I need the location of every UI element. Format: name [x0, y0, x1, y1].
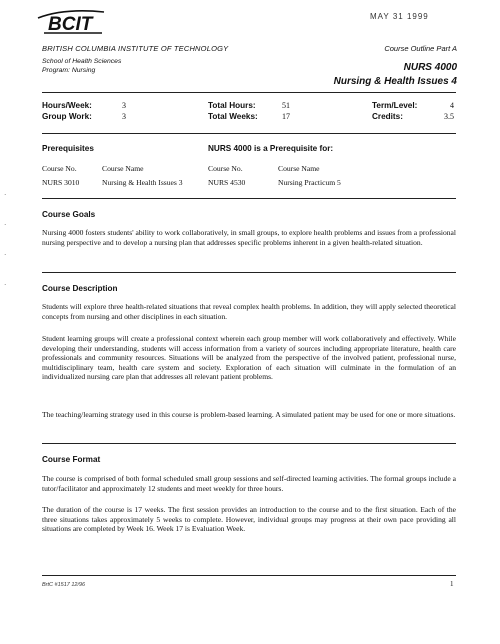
course-description-paragraph: Student learning groups will create a professional context wherein each group member will work collaboratively and effectively. While developing their understanding, students will access information from a variety of sources including appropriate literature, health care professionals and community resources. Situations will be analyzed from the perspective of the involved patient, professional nurse, multidisciplinary team, health care system and society. Exploration of each situation will culminate in the formulation of an individualized nursing care plan that addresses all relevant patient problems. — [42, 334, 456, 382]
outline-part: Course Outline Part A — [384, 44, 457, 53]
course-description-heading: Course Description — [42, 284, 118, 293]
course-title: Nursing & Health Issues 4 — [333, 76, 457, 87]
column-header-course-no: Course No. — [42, 164, 77, 173]
course-format-paragraph: The course is comprised of both formal scheduled small group sessions and self-directed learning activities. The formal groups include a tutor/facilitator and approximately 12 students and meet weekly for three hours. — [42, 474, 456, 493]
divider — [42, 575, 456, 576]
column-header-course-name: Course Name — [102, 164, 144, 173]
page-number: 1 — [450, 580, 454, 588]
prereq-course-name: Nursing & Health Issues 3 — [102, 178, 183, 187]
course-format-heading: Course Format — [42, 455, 101, 464]
prerequisite-for-heading: NURS 4000 is a Prerequisite for: — [208, 144, 334, 153]
group-work-label: Group Work: — [42, 112, 92, 121]
credits-label: Credits: — [372, 112, 403, 121]
divider — [42, 443, 456, 444]
course-code: NURS 4000 — [403, 62, 457, 73]
course-description-paragraph: Students will explore three health-related situations that reveal complex health problems. In addition, they will apply selected theoretical concepts from nursing and other disciplines in each situation. — [42, 302, 456, 321]
school-name: School of Health Sciences — [42, 58, 122, 65]
school-info — [42, 57, 121, 75]
next-course-name: Nursing Practicum 5 — [278, 178, 341, 187]
next-course-no: NURS 4530 — [208, 178, 246, 187]
prerequisites-heading: Prerequisites — [42, 144, 94, 153]
course-description-paragraph: The teaching/learning strategy used in this course is problem-based learning. A simulated patient may be used for one or more situations. — [42, 410, 456, 419]
column-header-course-name: Course Name — [278, 164, 320, 173]
divider — [42, 133, 456, 134]
column-header-course-no: Course No. — [208, 164, 243, 173]
group-work-value: 3 — [122, 112, 126, 121]
course-format-paragraph: The duration of the course is 17 weeks. The first session provides an introduction to the course and to the first situation. Each of the three situations takes approximately 5 weeks to complete. However, individual groups may progress at their own pace providing all situations are completed by Week 16. Week 17 is Evaluation Week. — [42, 505, 456, 534]
bcit-logo — [34, 6, 108, 36]
received-stamp: MAY 31 1999 — [370, 12, 429, 21]
divider — [42, 198, 456, 199]
total-hours-value: 51 — [282, 101, 290, 110]
term-level-value: 4 — [450, 101, 454, 110]
course-goals-text: Nursing 4000 fosters students' ability to work collaboratively, in small groups, to explore health problems and issues from a professional nursing perspective and to develop a nursing plan that addresses specific problems inherent in a given health-related situation. — [42, 228, 456, 247]
prereq-course-no: NURS 3010 — [42, 178, 80, 187]
institution-name: BRITISH COLUMBIA INSTITUTE OF TECHNOLOGY — [42, 44, 229, 53]
margin-marks: · · · · — [4, 191, 7, 289]
svg-text:BCIT: BCIT — [48, 14, 93, 35]
hours-week-label: Hours/Week: — [42, 101, 92, 110]
divider — [42, 92, 456, 93]
credits-value: 3.5 — [444, 112, 454, 121]
divider — [42, 272, 456, 273]
total-weeks-label: Total Weeks: — [208, 112, 258, 121]
term-level-label: Term/Level: — [372, 101, 418, 110]
footer-form-number: BrtC #1517 12/96 — [42, 582, 86, 588]
hours-week-value: 3 — [122, 101, 126, 110]
total-weeks-value: 17 — [282, 112, 290, 121]
program-name: Program: Nursing — [42, 67, 96, 74]
total-hours-label: Total Hours: — [208, 101, 256, 110]
course-goals-heading: Course Goals — [42, 210, 96, 219]
